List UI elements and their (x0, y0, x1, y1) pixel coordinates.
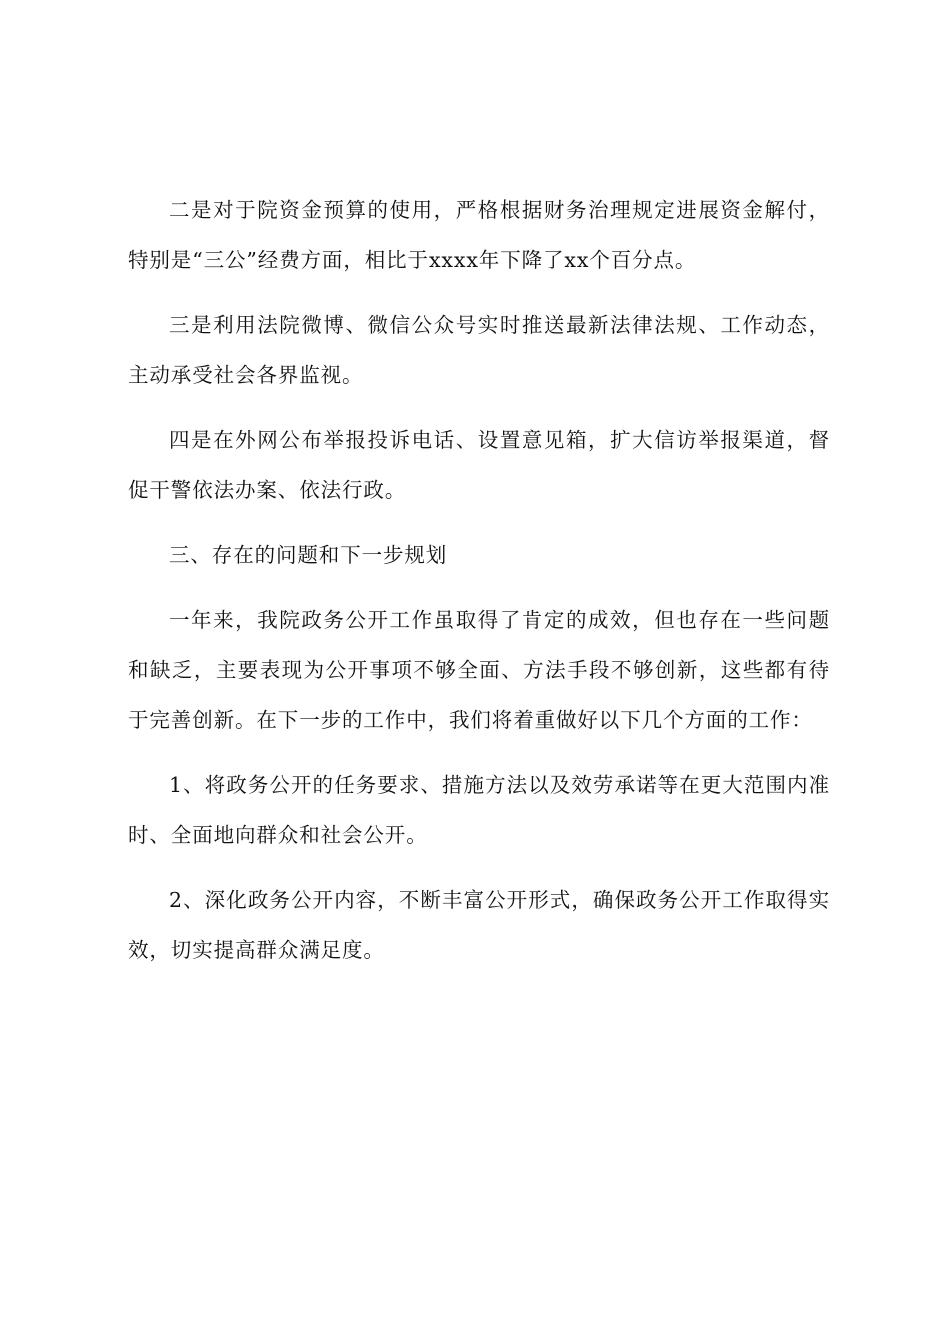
paragraph-budget-usage: 二是对于院资金预算的使用，严格根据财务治理规定进展资金解付，特别是“三公”经费方面，相比于xxxx年下降了xx个百分点。 (128, 198, 830, 272)
paragraph-item-2: 2、深化政务公开内容，不断丰富公开形式，确保政务公开工作取得实效，切实提高群众满足度。 (128, 888, 830, 962)
document-body (128, 185, 830, 990)
paragraph-item-1: 1、将政务公开的任务要求、措施方法以及效劳承诺等在更大范围内准时、全面地向群众和社会公开。 (128, 773, 830, 847)
paragraph-weibo-wechat: 三是利用法院微博、微信公众号实时推送最新法律法规、工作动态，主动承受社会各界监视。 (128, 313, 830, 387)
paragraph-year-summary: 一年来，我院政务公开工作虽取得了肯定的成效，但也存在一些问题和缺乏，主要表现为公开事项不够全面、方法手段不够创新，这些都有待于完善创新。在下一步的工作中，我们将着重做好以下几个方面的工作： (128, 608, 830, 732)
paragraph-complaint-channels: 四是在外网公布举报投诉电话、设置意见箱，扩大信访举报渠道，督促干警依法办案、依法行政。 (128, 428, 830, 502)
section-heading-problems-plan: 三、存在的问题和下一步规划 (169, 543, 448, 567)
